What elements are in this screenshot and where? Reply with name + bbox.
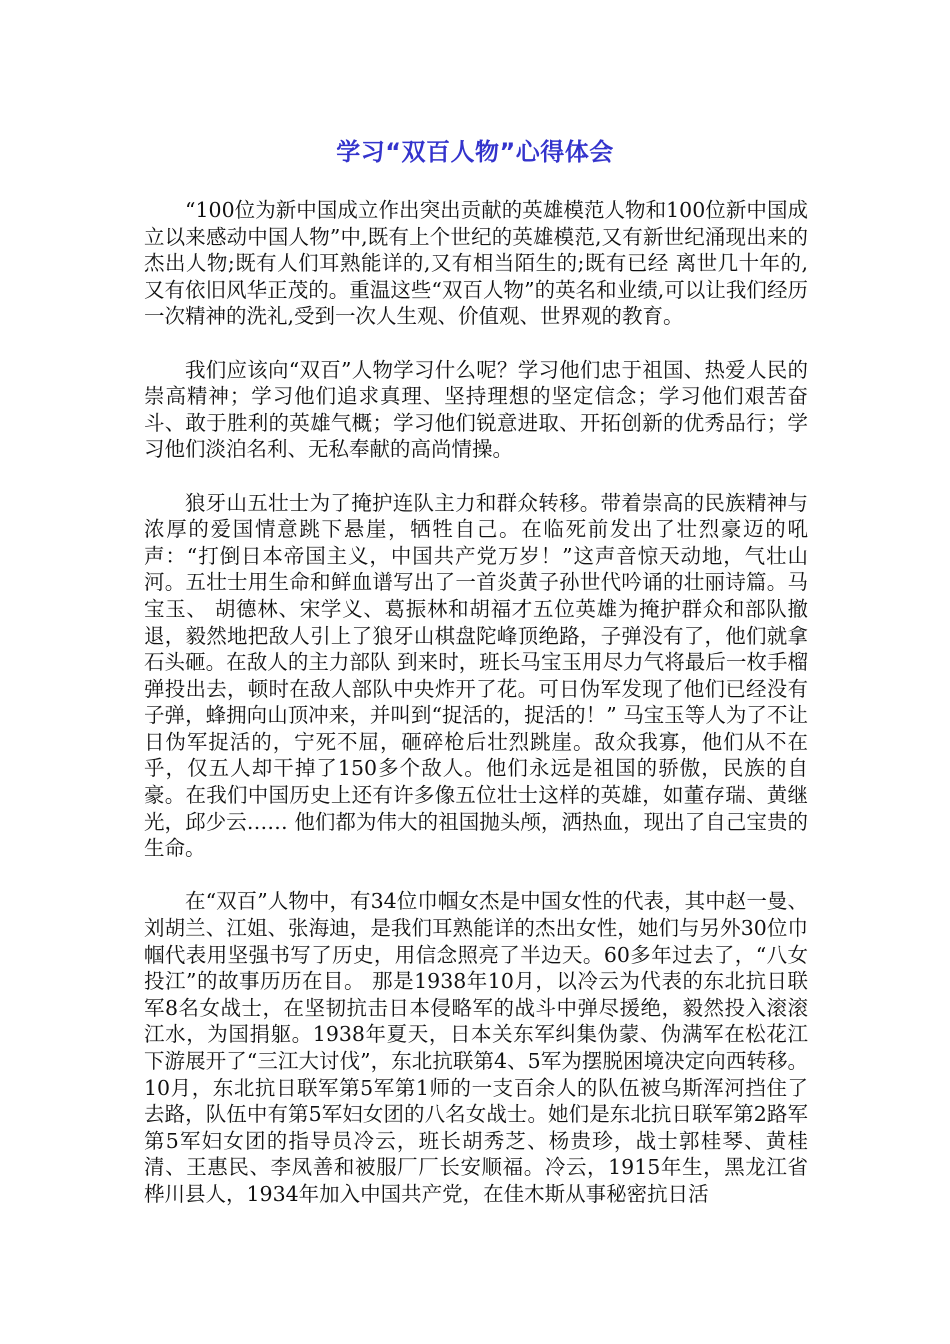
paragraph-what-to-learn: 我们应该向“双百”人物学习什么呢？学习他们忠于祖国、热爱人民的崇高精神；学习他们追求真理、坚持理想的坚定信念；学习他们艰苦奋斗、敢于胜利的英雄气概；学习他们锐意进取、开拓创新的优秀品行；学习他们淡泊名利、无私奉献的高尚情操。 — [144, 357, 808, 462]
document-body — [144, 197, 808, 1234]
document-title: 学习“双百人物”心得体会 — [336, 138, 614, 166]
paragraph-heroines: 在“双百”人物中，有34位巾帼女杰是中国女性的代表，其中赵一曼、刘胡兰、江姐、张海迪，是我们耳熟能详的杰出女性，她们与另外30位巾帼代表用坚强书写了历史，用信念照亮了半边天。60多年过去了，“八女投江”的故事历历在目。 那是1938年10月，以冷云为代表的东北抗日联军8名女战士，在坚韧抗击日本侵略军的战斗中弹尽援绝，毅然投入滚滚江水，为国捐躯。1938年夏天，日本关东军纠集伪蒙、伪满军在松花江下游展开了“三江大讨伐”，东北抗联第4、5军为摆脱困境决定向西转移。10月，东北抗日联军第5军第1师的一支百余人的队伍被乌斯浑河挡住了去路，队伍中有第5军妇女团的八名女战士。她们是东北抗日联军第2路军第5军妇女团的指导员冷云，班长胡秀芝、杨贵珍，战士郭桂琴、黄桂清、王惠民、李凤善和被服厂厂长安顺福。冷云，1915年生，黑龙江省桦川县人，1934年加入中国共产党，在佳木斯从事秘密抗日活 — [144, 889, 808, 1206]
paragraph-langya-mountain: 狼牙山五壮士为了掩护连队主力和群众转移。带着崇高的民族精神与浓厚的爱国情意跳下悬崖，牺牲自己。在临死前发出了壮烈豪迈的吼声：“打倒日本帝国主义，中国共产党万岁！”这声音惊天动地，气壮山河。五壮士用生命和鲜血谱写出了一首炎黄子孙世代吟诵的壮丽诗篇。马宝玉、 胡德林、宋学义、葛振林和胡福才五位英雄为掩护群众和部队撤退，毅然地把敌人引上了狼牙山棋盘陀峰顶绝路，子弹没有了，他们就拿石头砸。在敌人的主力部队 到来时，班长马宝玉用尽力气将最后一枚手榴弹投出去，顿时在敌人部队中央炸开了花。可日伪军发现了他们已经没有子弹，蜂拥向山顶冲来，并叫到“捉活的，捉活的！” 马宝玉等人为了不让日伪军捉活的，宁死不屈，砸碎枪后壮烈跳崖。敌众我寡，他们从不在乎，仅五人却干掉了150多个敌人。他们永远是祖国的骄傲，民族的自豪。在我们中国历史上还有许多像五位壮士这样的英雄，如董存瑞、黄继光，邱少云…… 他们都为伟大的祖国抛头颅，洒热血，现出了自己宝贵的生命。 — [144, 490, 808, 861]
paragraph-intro: “100位为新中国成立作出突出贡献的英雄模范人物和100位新中国成立以来感动中国人物”中,既有上个世纪的英雄模范,又有新世纪涌现出来的杰出人物;既有人们耳熟能详的,又有相当陌生的;既有已经 离世几十年的,又有依旧风华正茂的。重温这些“双百人物”的英名和业绩,可以让我们经历一次精神的洗礼,受到一次人生观、价值观、世界观的教育。 — [144, 198, 808, 329]
